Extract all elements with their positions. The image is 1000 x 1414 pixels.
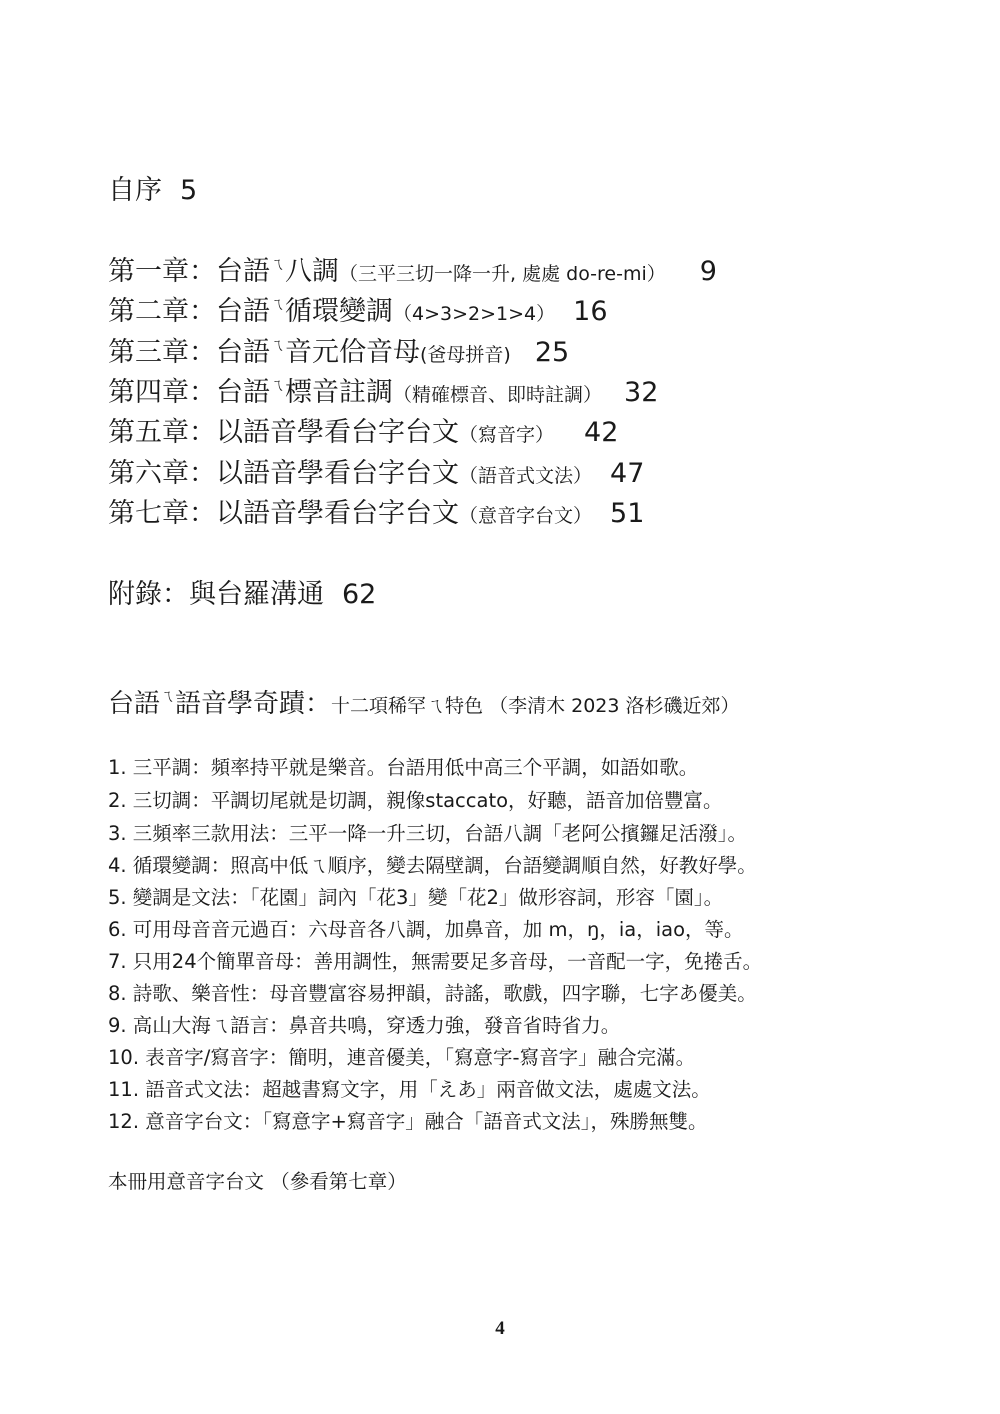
chapter-title-rest: 循環變調 (285, 296, 394, 327)
chapter-title: 以語音學看台字台文 (216, 458, 459, 489)
list-item: 3. 三頻率三款用法：三平一降一升三切，台語八調「老阿公擯鑼足活潑」。 (108, 822, 748, 845)
chapter-note: （意音字台文） (459, 505, 593, 527)
chapter-title-sup: ㄟ (270, 255, 286, 273)
list-item: 12. 意音字台文：「寫意字+寫音字」融合「語音式文法」，殊勝無雙。 (108, 1110, 708, 1133)
chapter-note: （精確標音、即時註調） (393, 384, 603, 406)
chapter-page: 51 (610, 498, 645, 529)
toc-chapter-6 (108, 451, 644, 490)
chapter-label: 第七章： (108, 498, 216, 529)
miracles-subtitle: 十二項稀罕ㄟ特色 （李清木 2023 洛杉磯近郊） (331, 695, 740, 717)
appendix-title: 附錄：與台羅溝通 (108, 579, 324, 610)
chapter-page: 32 (624, 377, 659, 408)
toc-preface (108, 168, 197, 207)
list-item: 7. 只用24个簡單音母：善用調性，無需要足多音母，一音配一字，免捲舌。 (108, 950, 763, 973)
toc-chapter-2 (108, 289, 608, 328)
toc-chapter-4 (108, 370, 658, 409)
toc-preface-title: 自序 (108, 175, 162, 206)
list-item: 4. 循環變調：照高中低ㄟ順序，變去隔壁調，台語變調順自然，好教好學。 (108, 854, 757, 877)
chapter-page: 25 (534, 337, 570, 368)
chapter-title-rest: 標音註調 (285, 377, 394, 408)
chapter-label: 第六章： (108, 458, 216, 489)
chapter-title-sup: ㄟ (270, 295, 286, 313)
chapter-note: （語音式文法） (459, 465, 593, 487)
chapter-title: 台語 (216, 337, 270, 368)
toc-chapter-7 (108, 491, 644, 530)
toc-chapter-1 (108, 249, 717, 288)
toc-chapter-5 (108, 410, 618, 449)
list-item: 11. 語音式文法：超越書寫文字，用「えあ」兩音做文法，處處文法。 (108, 1078, 711, 1101)
chapter-title: 台語 (216, 377, 270, 408)
chapter-label: 第四章： (108, 377, 216, 408)
chapter-label: 第二章： (108, 296, 216, 327)
miracles-title: 台語 (108, 689, 161, 719)
chapter-page: 16 (573, 296, 608, 327)
chapter-title-rest: 八調 (285, 256, 340, 287)
chapter-note: (爸母拼音) (420, 344, 511, 366)
chapter-title-sup: ㄟ (270, 336, 286, 354)
appendix-page: 62 (342, 579, 377, 610)
toc-appendix (108, 572, 376, 611)
chapter-label: 第一章： (108, 256, 216, 287)
footnote: 本冊用意音字台文 （參看第七章） (108, 1170, 407, 1193)
chapter-label: 第三章： (108, 337, 216, 368)
chapter-title-sup: ㄟ (270, 376, 286, 394)
toc-chapter-3 (108, 330, 569, 369)
chapter-title: 以語音學看台字台文 (216, 498, 459, 529)
list-item: 1. 三平調：頻率持平就是樂音。台語用低中高三个平調，如語如歌。 (108, 756, 699, 779)
chapter-page: 42 (584, 417, 619, 448)
miracles-heading (108, 683, 740, 720)
list-item: 10. 表音字/寫音字：簡明，連音優美，「寫意字-寫音字」融合完滿。 (108, 1046, 696, 1069)
miracles-title-sup: ㄟ (160, 687, 176, 705)
list-item: 8. 詩歌、樂音性：母音豐富容易押韻，詩謠，歌戲，四字聯，七字あ優美。 (108, 982, 757, 1005)
chapter-note: （寫音字） (459, 424, 555, 446)
chapter-page: 47 (610, 458, 645, 489)
chapter-note: （4>3>2>1>4） (393, 303, 556, 325)
toc-preface-page: 5 (180, 175, 198, 206)
list-item: 6. 可用母音音元過百：六母音各八調，加鼻音，加 m，ŋ，ia，iao，等。 (108, 918, 744, 941)
chapter-title: 以語音學看台字台文 (216, 417, 459, 448)
chapter-page: 9 (699, 256, 717, 287)
chapter-note: （三平三切一降一升, 處處 do-re-mi） (339, 263, 666, 285)
chapter-title: 台語 (216, 296, 270, 327)
chapter-title-rest: 音元佮音母 (285, 337, 421, 368)
list-item: 5. 變調是文法：「花園」詞內「花3」變「花2」做形容詞，形容「園」。 (108, 886, 724, 909)
chapter-label: 第五章： (108, 417, 216, 448)
list-item: 9. 高山大海ㄟ語言：鼻音共鳴，穿透力強，發音省時省力。 (108, 1014, 621, 1037)
page-number: 4 (495, 1318, 505, 1339)
list-item: 2. 三切調：平調切尾就是切調，親像staccato，好聽，語音加倍豐富。 (108, 789, 723, 812)
chapter-title: 台語 (216, 256, 270, 287)
miracles-title-rest: 語音學奇蹟： (175, 689, 332, 719)
